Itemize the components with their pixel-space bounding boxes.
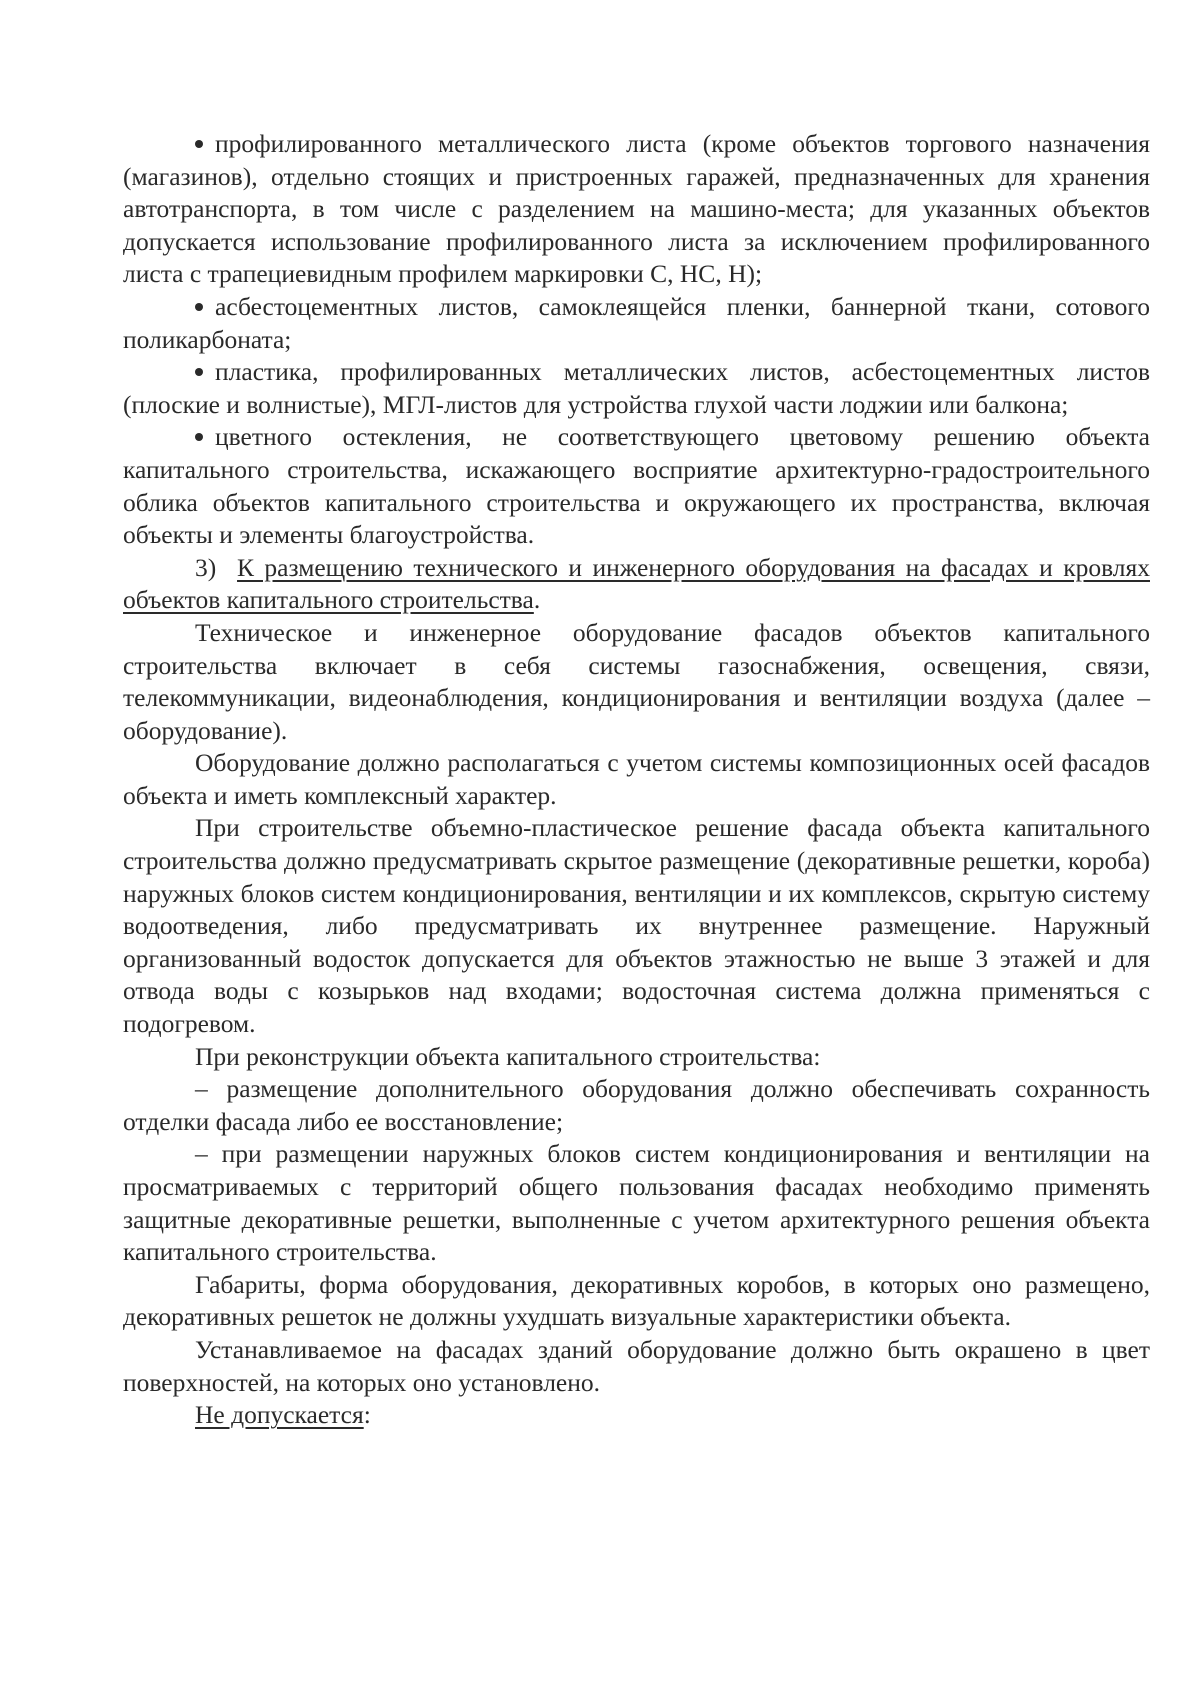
dash-item <box>123 1073 1150 1138</box>
section-title-end: . <box>533 585 541 615</box>
bullet-icon <box>195 303 203 311</box>
paragraph: Устанавливаемое на фасадах зданий оборудование должно быть окрашено в цвет поверхностей, на которых оно установлено. <box>123 1334 1150 1397</box>
bullet-text: цветного остекления, не соответствующего цветовому решению объекта капитального строительства, искажающего восприятие архитектурно-градостроительного облика объектов капитального строительства и окружающего их пространства, включая объекты и элементы благоустройства. <box>123 422 1150 550</box>
bullet-item <box>123 291 1150 356</box>
bullet-text: пластика, профилированных металлических листов, асбестоцементных листов (плоские и волнистые), МГЛ-листов для устройства глухой части лоджии или балкона; <box>123 357 1150 419</box>
paragraph: Габариты, форма оборудования, декоративных коробов, в которых оно размещено, декоративных решеток не должны ухудшать визуальные характеристики объекта. <box>123 1269 1150 1332</box>
not-allowed-heading <box>123 1399 1150 1432</box>
dash-text: при размещении наружных блоков систем кондиционирования и вентиляции на просматриваемых с территорий общего пользования фасадах необходимо применять защитные декоративные решетки, выполненные с учетом архитектурного решения объекта капитального строительства. <box>123 1139 1151 1267</box>
bullet-icon <box>195 368 203 376</box>
bullet-item <box>123 421 1150 551</box>
not-allowed-colon: : <box>363 1400 371 1430</box>
bullet-item <box>123 356 1150 421</box>
dash-item <box>123 1138 1150 1268</box>
bullet-icon <box>195 433 203 441</box>
paragraph: При строительстве объемно-пластическое решение фасада объекта капитального строительства должно предусматривать скрытое размещение (декоративные решетки, короба) наружных блоков систем кондиционирования, вентиляции и их комплексов, скрытую систему водоотведения, либо предусматривать их внутреннее размещение. Наружный организованный водосток допускается для объектов этажностью не выше 3 этажей и для отвода воды с козырьков над входами; водосточная система должна применяться с подогревом. <box>123 813 1150 1039</box>
not-allowed-label: Не допускается <box>195 1400 364 1430</box>
dash-text: размещение дополнительного оборудования должно обеспечивать сохранность отделки фасада либо ее восстановление; <box>123 1074 1150 1136</box>
bullet-text: профилированного металлического листа (кроме объектов торгового назначения (магазинов), отдельно стоящих и пристроенных гаражей, предназначенных для хранения автотранспорта, в том числе с разделением на машино-места; для указанных объектов допускается использование профилированного листа за исключением профилированного листа с трапециевидным профилем маркировки С, НС, Н); <box>123 129 1150 289</box>
paragraph: Техническое и инженерное оборудование фасадов объектов капитального строительства включает в себя системы газоснабжения, освещения, связи, телекоммуникации, видеонаблюдения, кондиционирования и вентиляции воздуха (далее – оборудование). <box>123 617 1150 745</box>
section-number: 3) <box>195 552 217 582</box>
bullet-item <box>123 128 1150 291</box>
bullet-text: асбестоцементных листов, самоклеящейся пленки, баннерной ткани, сотового поликарбоната; <box>123 291 1150 354</box>
paragraph: При реконструкции объекта капитального строительства: <box>195 1041 821 1071</box>
bullet-icon <box>195 140 203 148</box>
section-title: К размещению технического и инженерного оборудования на фасадах и кровлях объектов капитального строительства <box>123 552 1150 615</box>
dash-marker: – <box>195 1139 208 1169</box>
paragraph: Оборудование должно располагаться с учетом системы композиционных осей фасадов объекта и иметь комплексный характер. <box>123 748 1150 810</box>
section-heading <box>123 552 1150 617</box>
dash-marker: – <box>195 1074 208 1104</box>
document-body <box>123 128 1150 1432</box>
